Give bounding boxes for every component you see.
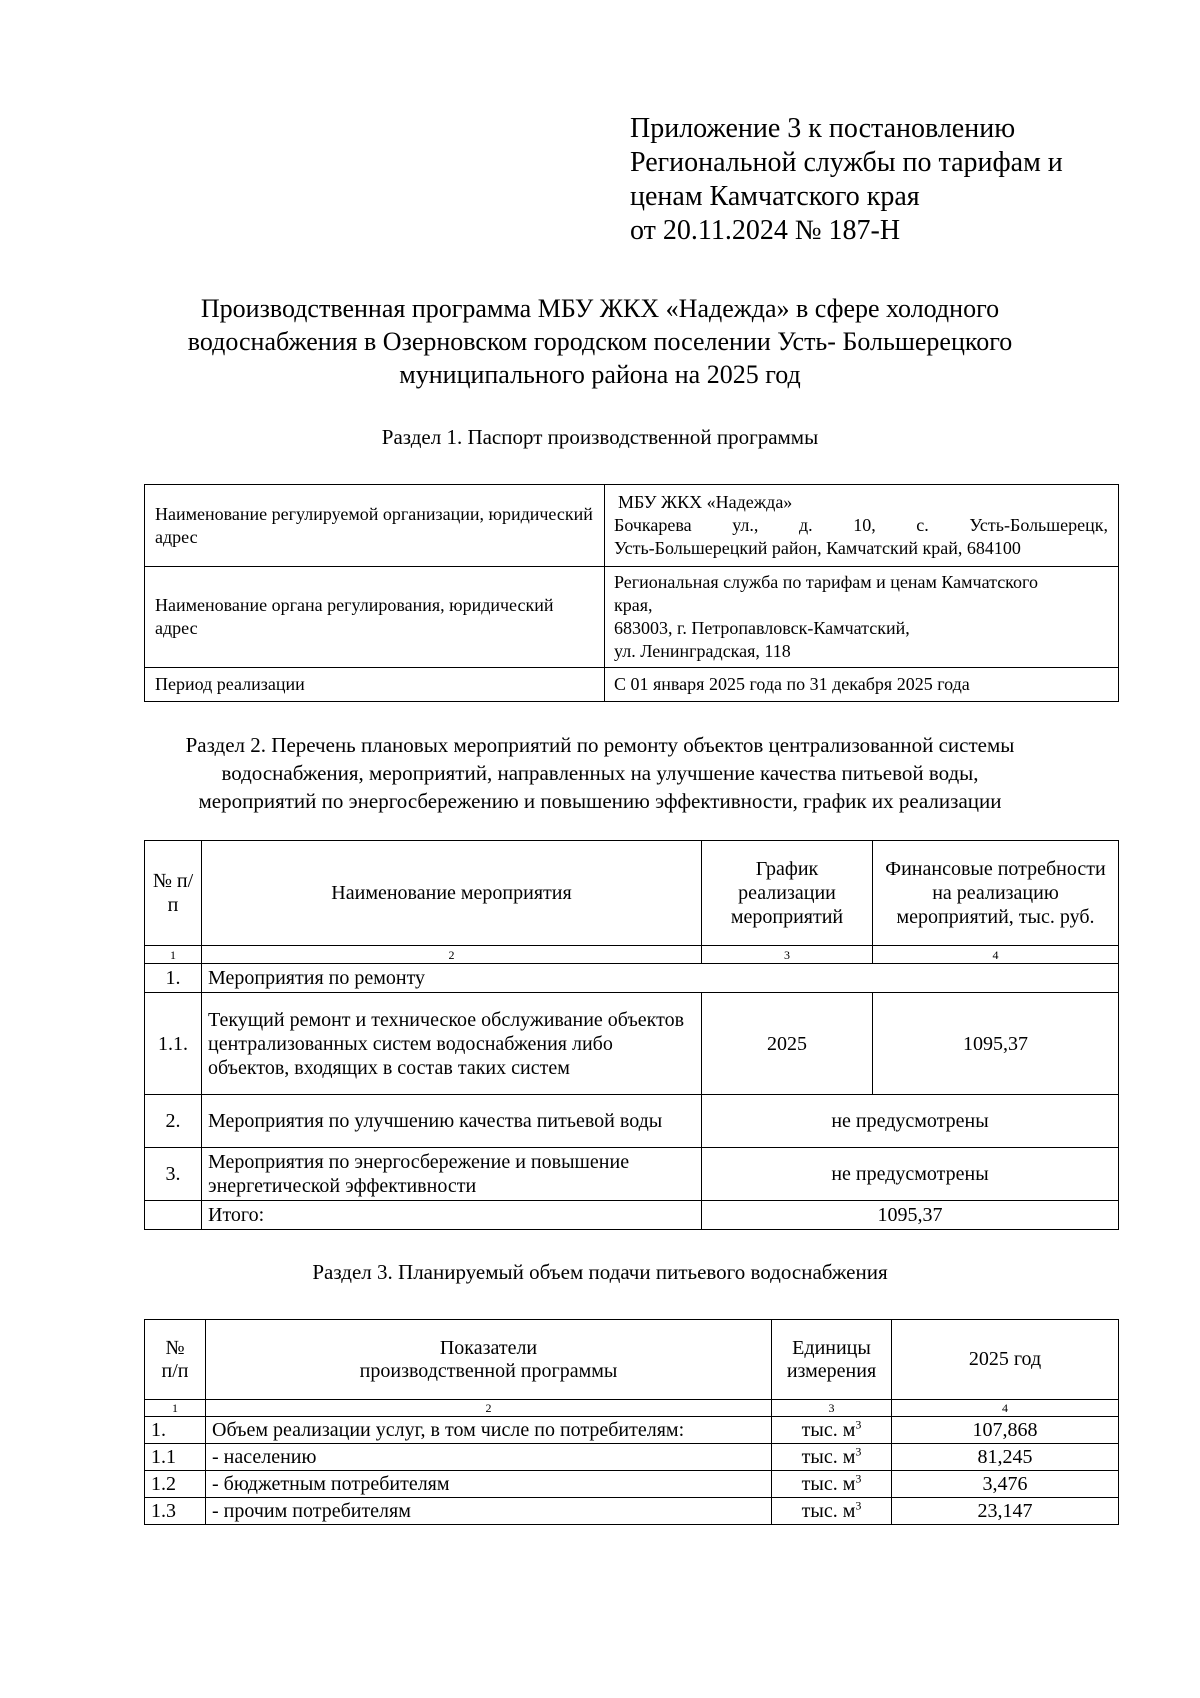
table-row <box>145 485 1119 567</box>
total-value: 1095,37 <box>702 1201 1119 1230</box>
table-header-row <box>145 841 1119 946</box>
header-year: 2025 год <box>892 1320 1119 1400</box>
row-name: - прочим потребителям <box>206 1498 772 1525</box>
table-row <box>145 1471 1119 1498</box>
table-row <box>145 1444 1119 1471</box>
appendix-line: Приложение 3 к постановлению <box>630 113 1016 144</box>
row-unit: тыс. $м^3$ <box>772 1417 892 1444</box>
row-finance: 1095,37 <box>873 993 1119 1095</box>
row-schedule: 2025 <box>702 993 873 1095</box>
row-value: 107,868 <box>892 1417 1119 1444</box>
header-num: № п/п <box>145 841 202 946</box>
row-name: Мероприятия по энергосбережение и повышение энергетической эффективности <box>202 1148 702 1201</box>
row-name: Текущий ремонт и техническое обслуживание объектов централизованных систем водоснабжения либо объектов, входящих в состав таких систем <box>202 993 702 1095</box>
row-num: 2. <box>145 1095 202 1148</box>
title-line: водоснабжения в Озерновском городском поселении Усть- Большерецкого <box>187 327 1013 356</box>
row-value: 23,147 <box>892 1498 1119 1525</box>
header-name: Показатели производственной программы <box>206 1320 772 1400</box>
column-number: 2 <box>206 1400 772 1417</box>
row-num-empty <box>145 1201 202 1230</box>
appendix-line: ценам Камчатского края <box>630 181 920 212</box>
total-row <box>145 1201 1119 1230</box>
row-name: Мероприятия по ремонту <box>202 964 1119 993</box>
header-finance: Финансовые потребности на реализацию мероприятий, тыс. руб. <box>873 841 1119 946</box>
header-num: № п/п <box>145 1320 206 1400</box>
row-name: Объем реализации услуг, в том числе по потребителям: <box>206 1417 772 1444</box>
appendix-line: от 20.11.2024 № 187-Н <box>630 215 901 246</box>
section1-heading: Раздел 1. Паспорт производственной программы <box>381 425 819 449</box>
passport-table <box>144 484 1119 702</box>
passport-value: Региональная служба по тарифам и ценам Камчатского края, 683003, г. Петропавловск-Камчатский, ул. Ленинградская, 118 <box>605 567 1119 668</box>
table-row <box>145 668 1119 702</box>
table-row <box>145 1498 1119 1525</box>
column-number: 1 <box>145 946 202 964</box>
row-num: 1. <box>145 1417 206 1444</box>
table-row <box>145 567 1119 668</box>
column-number: 1 <box>145 1400 206 1417</box>
section2-heading: Раздел 2. Перечень плановых мероприятий по ремонту объектов централизованной системы водоснабжения, мероприятий, направленных на улучшение качества питьевой воды, мероприятий по энергосбережению и повышению эффективности, график их реализации <box>185 733 1015 813</box>
column-number: 2 <box>202 946 702 964</box>
column-number: 4 <box>892 1400 1119 1417</box>
header-schedule: График реализации мероприятий <box>702 841 873 946</box>
passport-value: МБУ ЖКХ «Надежда» Бочкарева ул., д. 10, с. Усть-Большерецк, Усть-Большерецкий район, Камчатский край, 684100 <box>605 485 1119 567</box>
row-unit: тыс. $м^3$ <box>772 1444 892 1471</box>
row-num: 1.1. <box>145 993 202 1095</box>
column-numbers-row <box>145 1400 1119 1417</box>
passport-label: Период реализации <box>145 668 605 702</box>
table-row <box>145 964 1119 993</box>
column-numbers-row <box>145 946 1119 964</box>
appendix-line: Региональной службы по тарифам и <box>630 147 1063 178</box>
row-value: не предусмотрены <box>702 1148 1119 1201</box>
table-row <box>145 1148 1119 1201</box>
row-value: 3,476 <box>892 1471 1119 1498</box>
table-row <box>145 993 1119 1095</box>
table-header-row <box>145 1320 1119 1400</box>
header-name: Наименование мероприятия <box>202 841 702 946</box>
table-row <box>145 1095 1119 1148</box>
section3-heading: Раздел 3. Планируемый объем подачи питьевого водоснабжения <box>312 1260 888 1284</box>
document-title <box>140 292 1060 391</box>
row-num: 1.2 <box>145 1471 206 1498</box>
passport-label: Наименование органа регулирования, юридический адрес <box>145 567 605 668</box>
column-number: 3 <box>772 1400 892 1417</box>
row-value: 81,245 <box>892 1444 1119 1471</box>
header-unit: Единицы измерения <box>772 1320 892 1400</box>
title-line: муниципального района на 2025 год <box>399 360 801 389</box>
appendix-block <box>630 112 1063 248</box>
row-num: 3. <box>145 1148 202 1201</box>
row-unit: тыс. $м^3$ <box>772 1471 892 1498</box>
passport-value: С 01 января 2025 года по 31 декабря 2025 года <box>605 668 1119 702</box>
row-name: - бюджетным потребителям <box>206 1471 772 1498</box>
row-unit: тыс. $м^3$ <box>772 1498 892 1525</box>
activities-table <box>144 840 1119 1230</box>
total-label: Итого: <box>202 1201 702 1230</box>
row-num: 1.1 <box>145 1444 206 1471</box>
column-number: 3 <box>702 946 873 964</box>
table-row <box>145 1417 1119 1444</box>
row-name: - населению <box>206 1444 772 1471</box>
row-num: 1.3 <box>145 1498 206 1525</box>
title-line: Производственная программа МБУ ЖКХ «Надежда» в сфере холодного <box>200 294 1000 323</box>
row-value: не предусмотрены <box>702 1095 1119 1148</box>
row-num: 1. <box>145 964 202 993</box>
volume-table <box>144 1319 1119 1525</box>
passport-label: Наименование регулируемой организации, юридический адрес <box>145 485 605 567</box>
column-number: 4 <box>873 946 1119 964</box>
row-name: Мероприятия по улучшению качества питьевой воды <box>202 1095 702 1148</box>
